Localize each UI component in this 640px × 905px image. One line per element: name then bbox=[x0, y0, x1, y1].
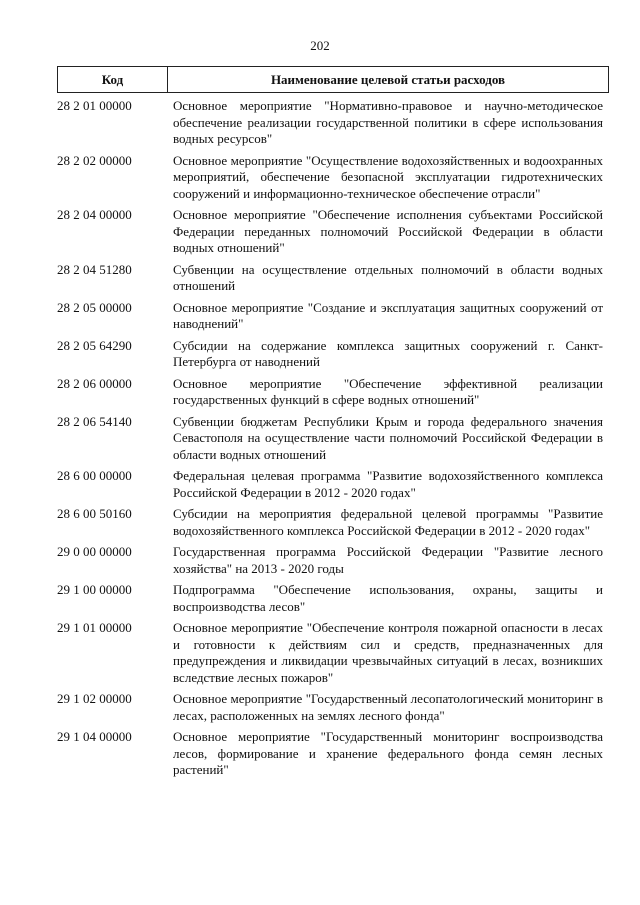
row-code: 28 2 05 64290 bbox=[57, 337, 132, 353]
row-name: Основное мероприятие "Обеспечение эффективной реализации государственных функций в сфере водных отношений" bbox=[173, 375, 603, 407]
table-header bbox=[57, 66, 609, 93]
row-code: 28 2 04 00000 bbox=[57, 207, 132, 222]
table-row bbox=[57, 300, 609, 333]
row-code: 29 0 00 00000 bbox=[57, 544, 132, 559]
table-row bbox=[57, 620, 609, 686]
page-number: 202 bbox=[310, 38, 330, 53]
row-code: 28 2 06 00000 bbox=[57, 375, 132, 391]
row-name: Государственная программа Российской Федерации "Развитие лесного хозяйства" на 2013 - 2020 годы bbox=[173, 544, 603, 576]
row-code: 29 1 00 00000 bbox=[57, 582, 132, 597]
row-code: 29 1 01 00000 bbox=[57, 620, 132, 635]
column-header-code: Код bbox=[58, 67, 168, 92]
row-name: Основное мероприятие "Обеспечение контроля пожарной опасности в лесах и готовности к действиям сил и средств, предназначенных для предупреждения и ликвидации чрезвычайных ситуаций в лесах, возникших вследствие лесных пожаров" bbox=[173, 620, 603, 685]
row-name: Субсидии на содержание комплекса защитных сооружений г. Санкт-Петербурга от наводнений bbox=[173, 337, 603, 369]
row-code: 28 2 05 00000 bbox=[57, 299, 132, 315]
table-row bbox=[57, 98, 609, 148]
row-name: Федеральная целевая программа "Развитие водохозяйственного комплекса Российской Федерации в 2012 - 2020 годах" bbox=[173, 468, 603, 500]
table-row bbox=[57, 153, 609, 203]
row-code: 28 2 04 51280 bbox=[57, 261, 132, 277]
row-code: 28 6 00 50160 bbox=[57, 506, 132, 521]
row-code: 28 6 00 00000 bbox=[57, 468, 132, 483]
row-name: Основное мероприятие "Осуществление водохозяйственных и водоохранных мероприятий, обеспечение безопасной эксплуатации гидротехнических сооружений и информационно-техническое обеспечение отрасли" bbox=[173, 152, 603, 201]
table-row bbox=[57, 338, 609, 371]
table-row bbox=[57, 582, 609, 615]
table-row bbox=[57, 691, 609, 724]
table-row bbox=[57, 262, 609, 295]
row-code: 29 1 02 00000 bbox=[57, 691, 132, 706]
row-name: Субсидии на мероприятия федеральной целевой программы "Развитие водохозяйственного комплекса Российской Федерации в 2012 - 2020 годах" bbox=[173, 506, 603, 538]
table-row bbox=[57, 376, 609, 409]
row-name: Основное мероприятие "Создание и эксплуатация защитных сооружений от наводнений" bbox=[173, 299, 603, 331]
table-row bbox=[57, 414, 609, 464]
row-code: 28 2 01 00000 bbox=[57, 98, 132, 113]
row-name: Основное мероприятие "Нормативно-правовое и научно-методическое обеспечение реализации государственной политики в сфере использования водных ресурсов" bbox=[173, 98, 603, 146]
row-name: Основное мероприятие "Обеспечение исполнения субъектами Российской Федерации переданных полномочий Российской Федерации в области водных отношений" bbox=[173, 207, 603, 255]
row-code: 29 1 04 00000 bbox=[57, 729, 132, 744]
row-name: Основное мероприятие "Государственный лесопатологический мониторинг в лесах, расположенных на землях лесного фонда" bbox=[173, 691, 603, 723]
table-row bbox=[57, 468, 609, 501]
row-name: Основное мероприятие "Государственный мониторинг воспроизводства лесов, формирование и хранение федерального фонда семян лесных растений" bbox=[173, 729, 603, 777]
row-name: Субвенции на осуществление отдельных полномочий в области водных отношений bbox=[173, 261, 603, 293]
table-body bbox=[57, 98, 609, 779]
expense-table bbox=[57, 66, 609, 784]
row-name: Подпрограмма "Обеспечение использования, охраны, защиты и воспроизводства лесов" bbox=[173, 582, 603, 614]
table-row bbox=[57, 729, 609, 779]
row-code: 28 2 06 54140 bbox=[57, 413, 132, 429]
row-name: Субвенции бюджетам Республики Крым и города федерального значения Севастополя на осуществление части полномочий Российской Федерации в области водных отношений bbox=[173, 413, 603, 462]
table-row bbox=[57, 207, 609, 257]
table-row bbox=[57, 544, 609, 577]
column-header-name: Наименование целевой статьи расходов bbox=[270, 71, 506, 87]
row-code: 28 2 02 00000 bbox=[57, 152, 132, 168]
table-row bbox=[57, 506, 609, 539]
